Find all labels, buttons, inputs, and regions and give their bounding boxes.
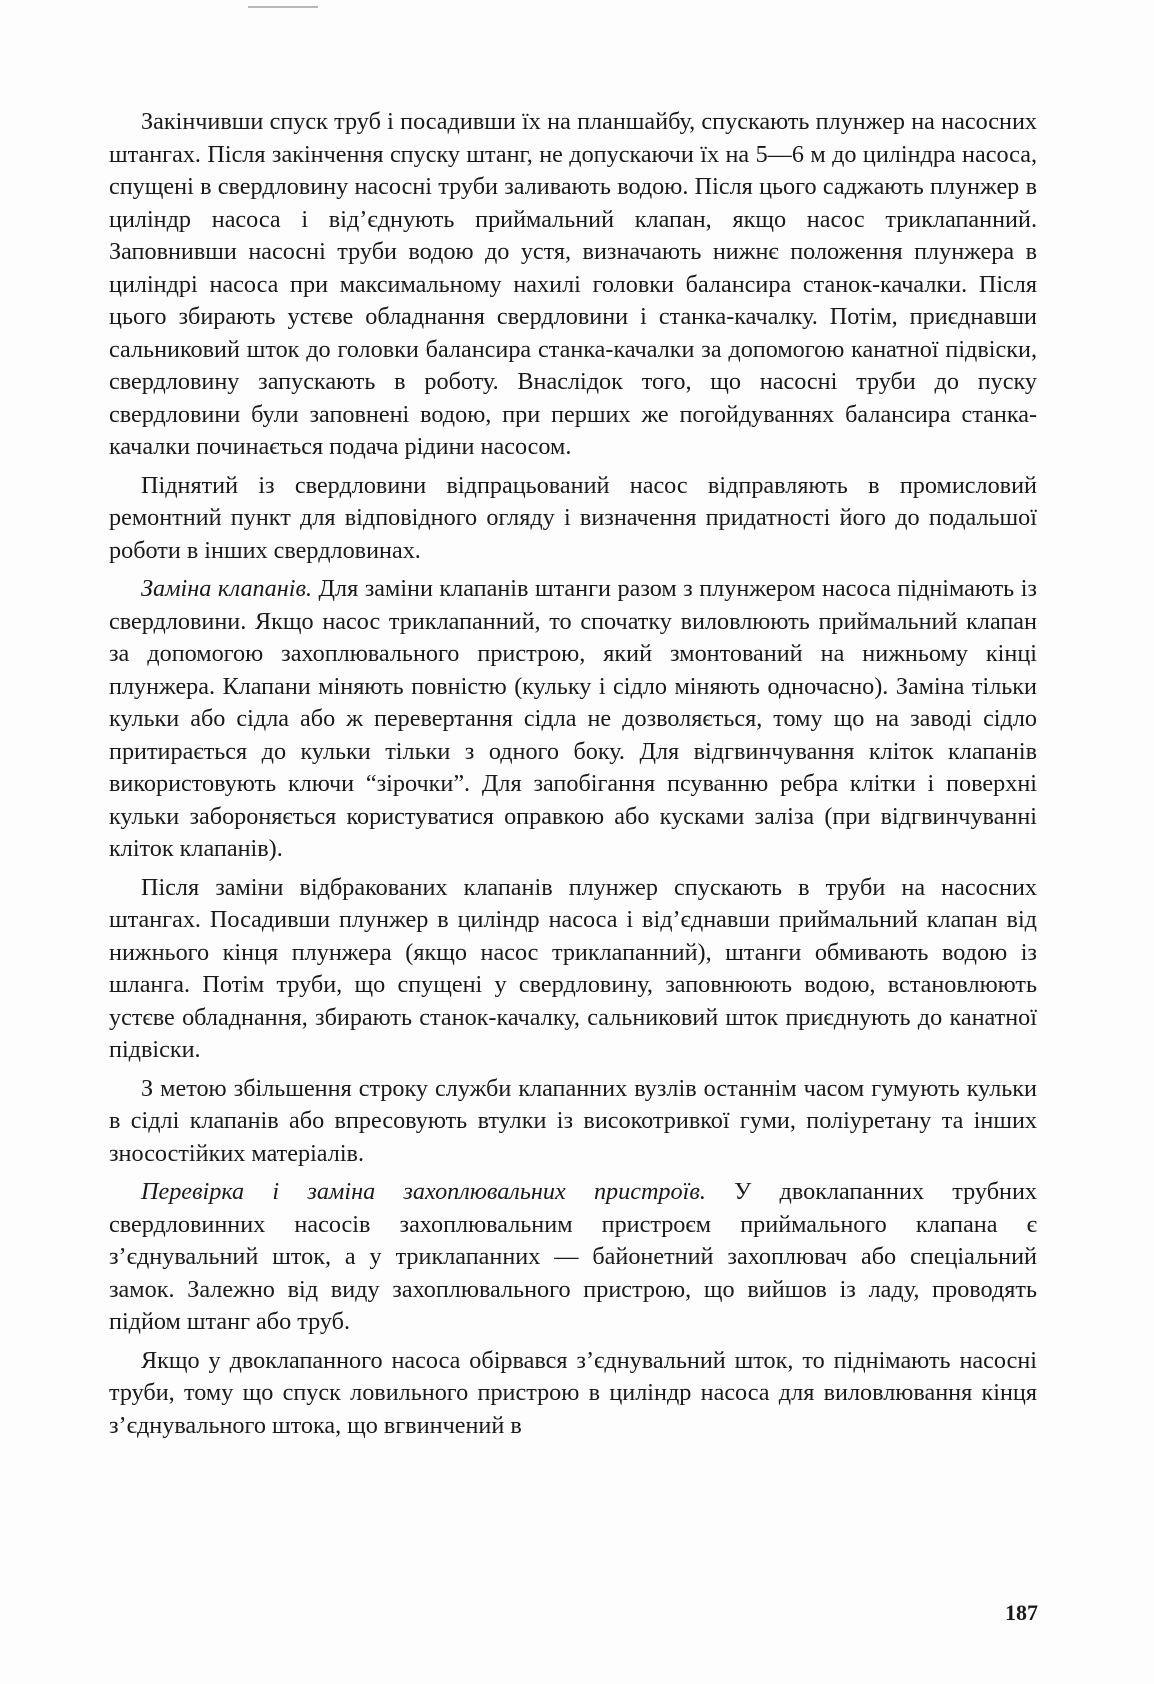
section-heading-gripper-check: Перевірка і заміна захоплювальних пристроїв. [141, 1178, 706, 1205]
paragraph-1-text: Закінчивши спуск труб і посадивши їх на планшайбу, спускають плунжер на насосних штангах. Після закінчення спуску штанг, не допускаючи їх на 5—6 м до циліндра насоса, спущені в свердловину насосні труби заливають водою. Після цього саджають плунжер в циліндр насоса і від’єднують приймальний клапан, якщо насос триклапанний. Заповнивши насосні труби водою до устя, визначають нижнє положення плунжера в циліндрі насоса при максимальному нахилі головки балансира станок-качалки. Після цього збирають устєве обладнання свердловини і станка-качалку. Потім, приєднавши сальниковий шток до головки балансира станка-качалки за допомогою канатної підвіски, свердловину запускають в роботу. Внаслідок того, що насосні труби до пуску свердловини були заповнені водою, при перших же погойдуваннях балансира станка-качалки починається подача рідини насосом. [109, 108, 1037, 460]
section-heading-valve-replacement: Заміна клапанів. [141, 575, 313, 602]
paragraph-6-text: У двоклапанних трубних свердловинних насосів захоплювальним пристроєм приймального клапана є з’єднувальний шток, а у триклапанних — байонетний захоплювач або спеціальний замок. Залежно від виду захоплювального пристрою, що вийшов із ладу, проводять підйом штанг або труб. [109, 1178, 1037, 1335]
paragraph-1 [109, 106, 1037, 464]
paragraph-5-text: З метою збільшення строку служби клапанних вузлів останнім часом гумують кульки в сідлі клапанів або впресовують втулки із високотривкої гуми, поліуретану та інших зносостійких матеріалів. [109, 1074, 1037, 1167]
paragraph-3-text: Для заміни клапанів штанги разом з плунжером насоса піднімають із свердловини. Якщо насос триклапанний, то спочатку виловлюють приймальний клапан за допомогою захоплювального пристрою, який змонтований на нижньому кінці плунжера. Клапани міняють повністю (кульку і сідло міняють одночасно). Заміна тільки кульки або сідла або ж перевертання сідла не дозволяється, тому що на заводі сідло притирається до кульки тільки з одного боку. Для відгвинчування кліток клапанів використовують ключи “зірочки”. Для запобігання псуванню ребра клітки і поверхні кульки забороняється користуватися оправкою або кусками заліза (при відгвинчуванні кліток клапанів). [109, 575, 1037, 862]
paragraph-5 [109, 1073, 1037, 1171]
body-text [109, 106, 1037, 1448]
header-rule [248, 6, 318, 8]
paragraph-6 [109, 1176, 1037, 1339]
page-number: 187 [1005, 1600, 1038, 1625]
paragraph-2-text: Піднятий із свердловини відпрацьований насос відправляють в промисловий ремонтний пункт для відповідного огляду і визначення придатності його до подальшої роботи в інших свердловинах. [109, 471, 1037, 564]
paragraph-2 [109, 470, 1037, 568]
paragraph-7 [109, 1345, 1037, 1443]
paragraph-4 [109, 872, 1037, 1067]
paragraph-4-text: Після заміни відбракованих клапанів плунжер спускають в труби на насосних штангах. Посадивши плунжер в циліндр насоса і від’єднавши приймальний клапан від нижнього кінця плунжера (якщо насос триклапанний), штанги обмивають водою із шланга. Потім труби, що спущені у свердловину, заповнюють водою, встановлюють устєве обладнання, збирають станок-качалку, сальниковий шток приєднують до канатної підвіски. [109, 873, 1037, 1063]
paragraph-7-text: Якщо у двоклапанного насоса обірвався з’єднувальний шток, то піднімають насосні труби, тому що спуск ловильного пристрою в циліндр насоса для виловлювання кінця з’єднувального штока, що вгвинчений в [109, 1346, 1037, 1439]
paragraph-3 [109, 573, 1037, 866]
